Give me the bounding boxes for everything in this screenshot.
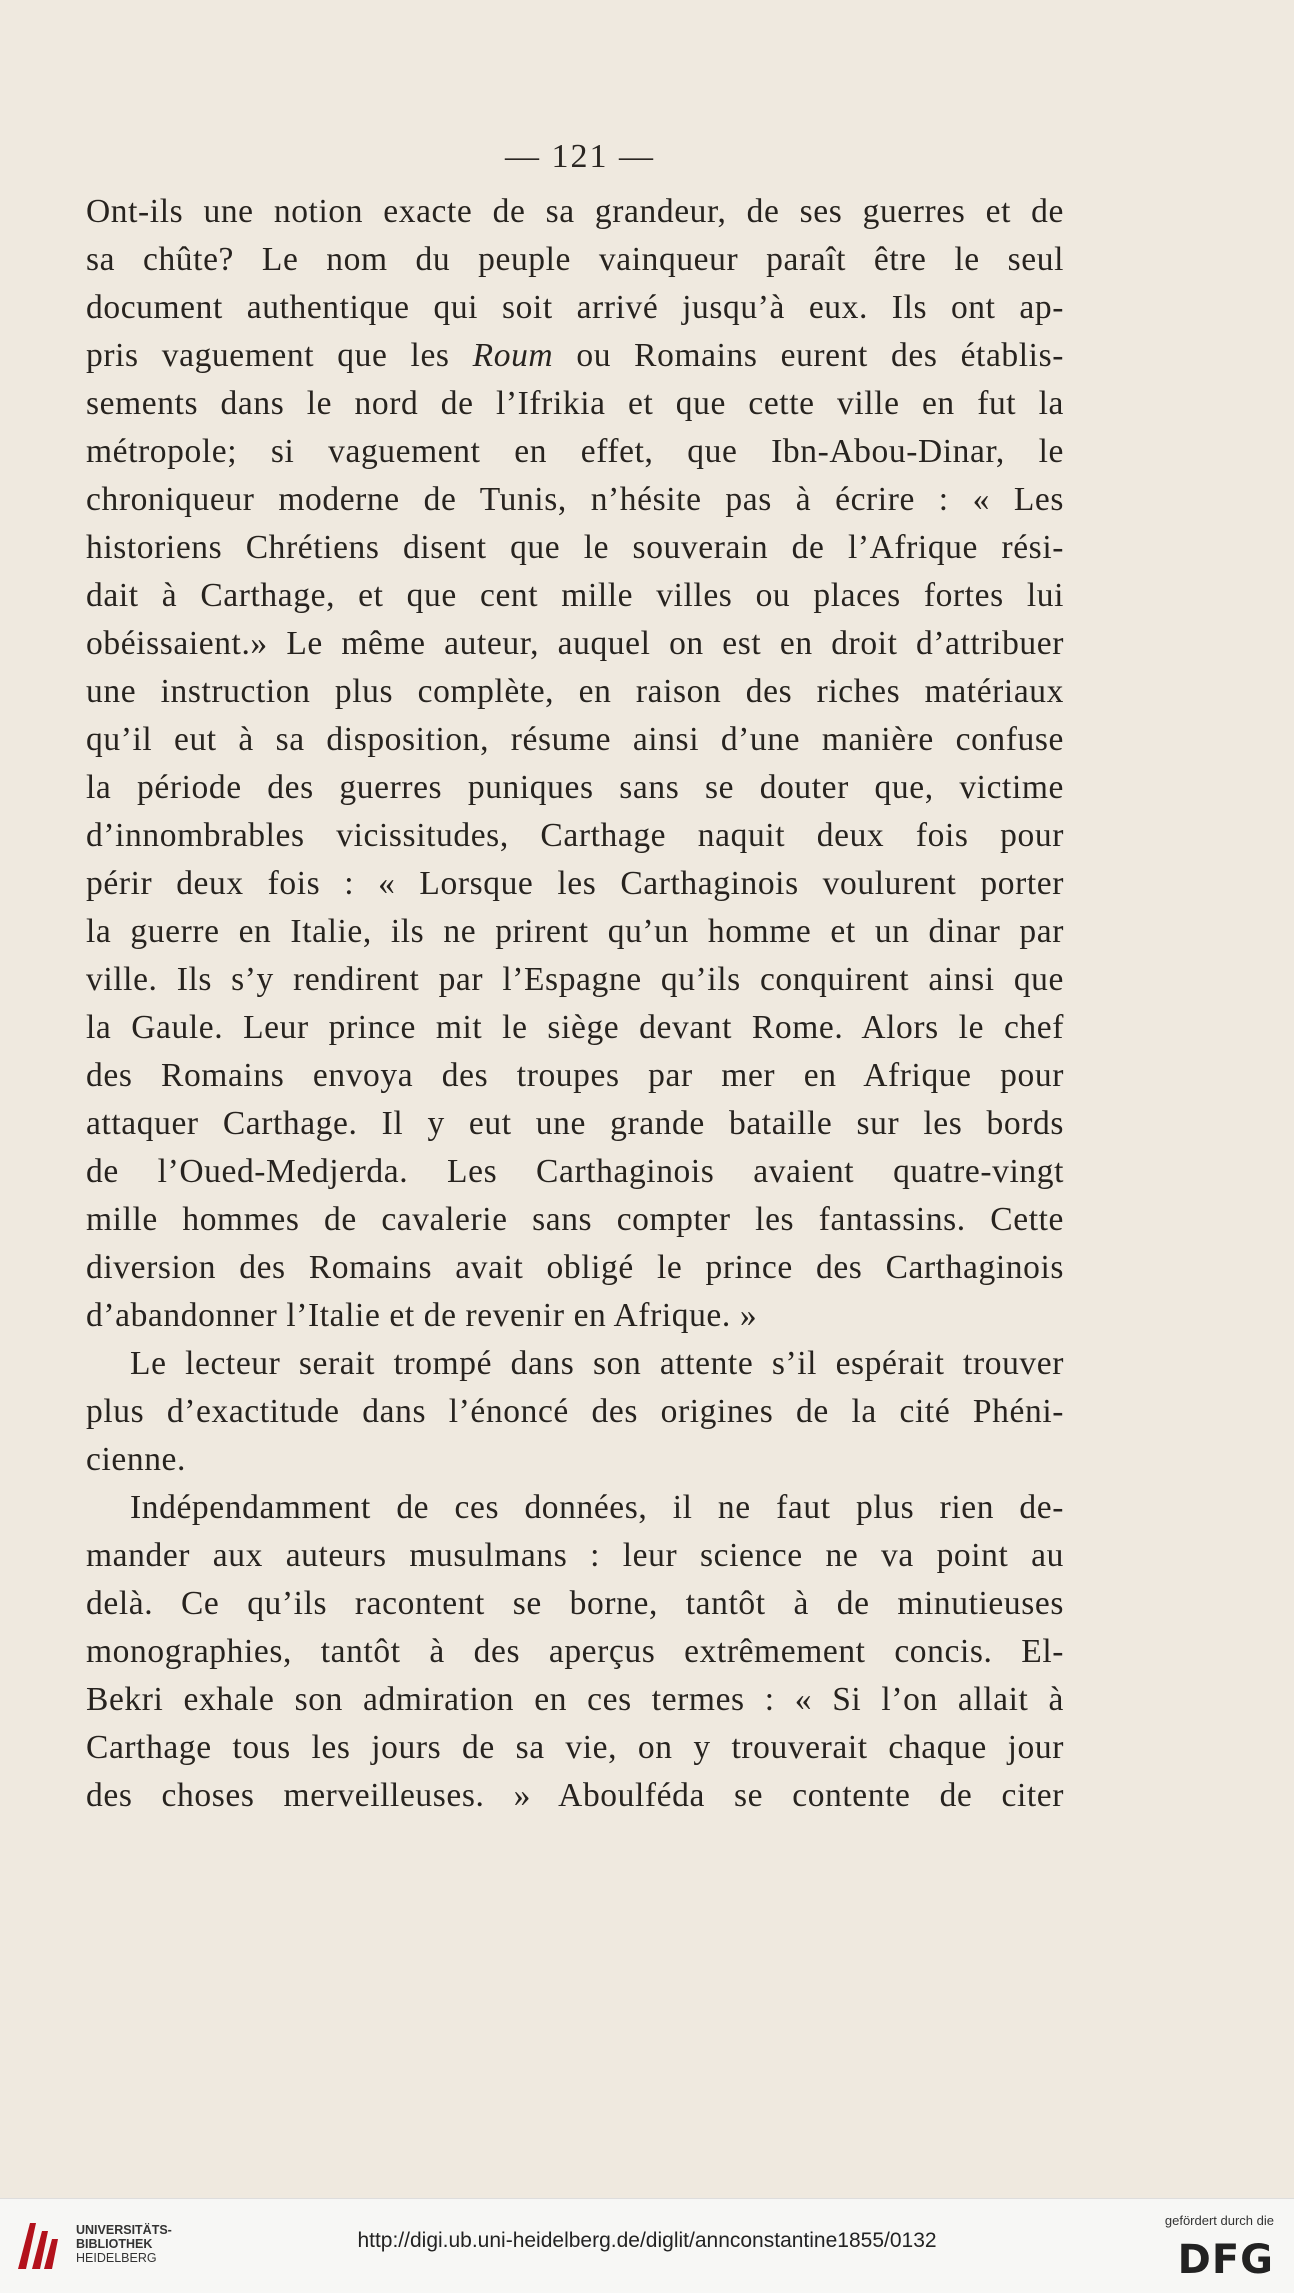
text-line: une instruction plus complète, en raison des riches matériaux [86, 673, 1064, 710]
text-line: delà. Ce qu’ils racontent se borne, tantôt à de minutieuses [86, 1585, 1064, 1622]
funded-by-label: gefördert durch die [1164, 2213, 1274, 2228]
text-line: la Gaule. Leur prince mit le siège devant Rome. Alors le chef [86, 1009, 1064, 1046]
text-line: la guerre en Italie, ils ne prirent qu’un homme et un dinar par [86, 913, 1064, 950]
text-line: des choses merveilleuses. » Aboulféda se contente de citer [86, 1777, 1064, 1814]
text-line: mille hommes de cavalerie sans compter les fantassins. Cette [86, 1201, 1064, 1238]
text-line: historiens Chrétiens disent que le souverain de l’Afrique rési- [86, 529, 1064, 566]
text-line: sa chûte? Le nom du peuple vainqueur paraît être le seul [86, 241, 1064, 278]
text-line: métropole; si vaguement en effet, que Ibn-Abou-Dinar, le [86, 433, 1064, 470]
text-line: Ont-ils une notion exacte de sa grandeur, de ses guerres et de [86, 193, 1064, 230]
text-line: d’innombrables vicissitudes, Carthage naquit deux fois pour [86, 817, 1064, 854]
permalink-url[interactable]: http://digi.ub.uni-heidelberg.de/diglit/annconstantine1855/0132 [357, 2229, 937, 2252]
text-line: cienne. [86, 1441, 186, 1478]
text-line: la période des guerres puniques sans se douter que, victime [86, 769, 1064, 806]
page-number: — 121 — [505, 138, 655, 175]
library-name-line: HEIDELBERG [76, 2251, 157, 2265]
viewer-footer [0, 2198, 1294, 2293]
text-line: ville. Ils s’y rendirent par l’Espagne qu’ils conquirent ainsi que [86, 961, 1064, 998]
text-line: chroniqueur moderne de Tunis, n’hésite pas à écrire : « Les [86, 481, 1064, 518]
library-name-line: UNIVERSITÄTS- [76, 2223, 172, 2237]
text-line: attaquer Carthage. Il y eut une grande bataille sur les bords [86, 1105, 1064, 1142]
text-line: périr deux fois : « Lorsque les Carthaginois voulurent porter [86, 865, 1064, 902]
text-line: document authentique qui soit arrivé jusqu’à eux. Ils ont ap- [86, 289, 1064, 326]
text-line: des Romains envoya des troupes par mer en Afrique pour [86, 1057, 1064, 1094]
text-line: d’abandonner l’Italie et de revenir en Afrique. » [86, 1297, 758, 1334]
library-name-line: BIBLIOTHEK [76, 2237, 153, 2251]
text-line: de l’Oued-Medjerda. Les Carthaginois avaient quatre-vingt [86, 1153, 1064, 1190]
text-line: plus d’exactitude dans l’énoncé des origines de la cité Phéni- [86, 1393, 1064, 1430]
text-line: qu’il eut à sa disposition, résume ainsi d’une manière confuse [86, 721, 1064, 758]
text-line: sements dans le nord de l’Ifrikia et que cette ville en fut la [86, 385, 1064, 422]
text-line: dait à Carthage, et que cent mille villes ou places fortes lui [86, 577, 1064, 614]
text-line: pris vaguement que les Roum ou Romains eurent des établis- [86, 337, 1064, 374]
text-line: monographies, tantôt à des aperçus extrêmement concis. El- [86, 1633, 1064, 1670]
text-line: obéissaient.» Le même auteur, auquel on est en droit d’attribuer [86, 625, 1064, 662]
text-line: Bekri exhale son admiration en ces termes : « Si l’on allait à [86, 1681, 1064, 1718]
text-line: Le lecteur serait trompé dans son attente s’il espérait trouver [130, 1345, 1064, 1382]
text-line: diversion des Romains avait obligé le prince des Carthaginois [86, 1249, 1064, 1286]
body-text [86, 188, 1064, 1820]
dfg-logo: DFG [1177, 2237, 1274, 2283]
text-line: Indépendamment de ces données, il ne faut plus rien de- [130, 1489, 1064, 1526]
text-line: mander aux auteurs musulmans : leur science ne va point au [86, 1537, 1064, 1574]
text-line: Carthage tous les jours de sa vie, on y trouverait chaque jour [86, 1729, 1064, 1766]
